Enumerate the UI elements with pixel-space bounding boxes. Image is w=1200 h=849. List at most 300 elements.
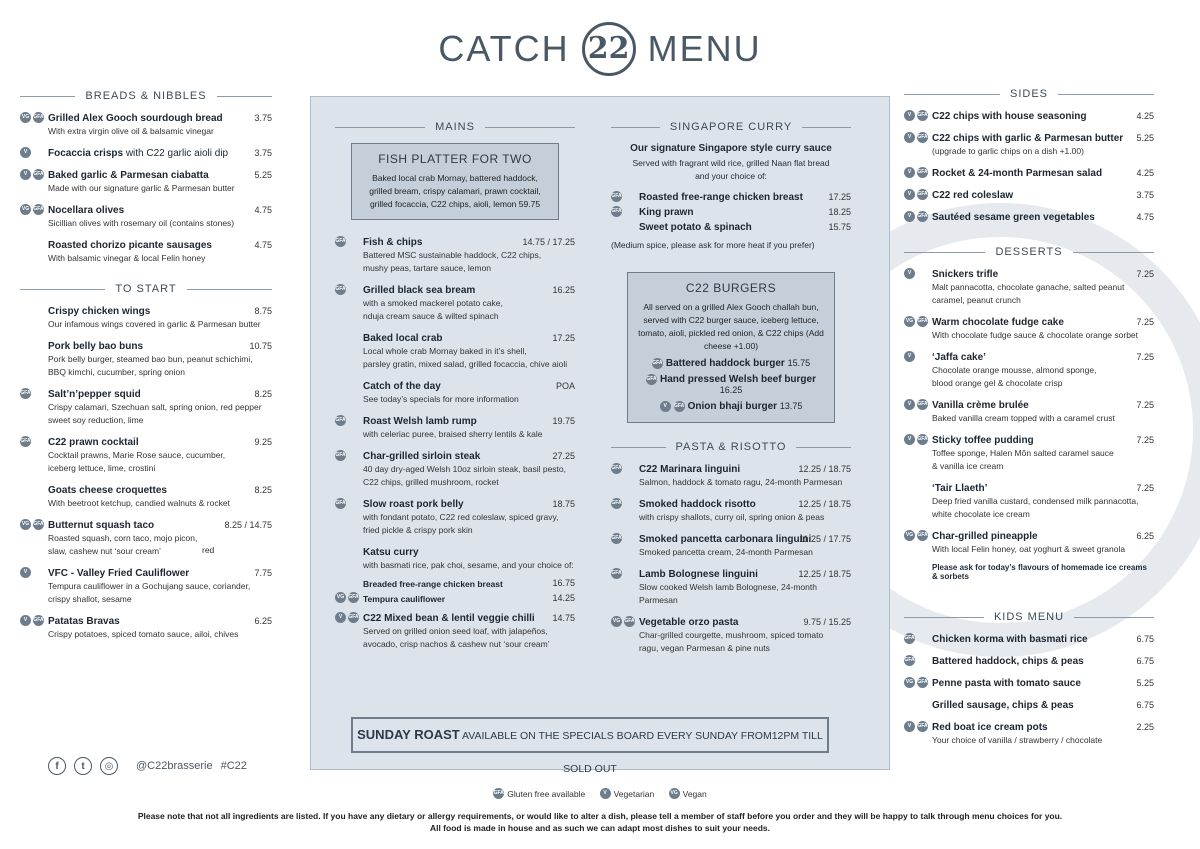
item-name-text: Smoked pancetta carbonara linguini	[639, 534, 812, 546]
dietary-badges	[335, 450, 346, 461]
item-price: 4.75	[1136, 212, 1154, 222]
item-name	[932, 167, 1154, 180]
item-name-text: Roasted free-range chicken breast	[639, 192, 803, 203]
gfa-icon: GFA	[904, 633, 915, 644]
curry-section-title: SINGAPORE CURRY	[611, 121, 851, 133]
item-description-2: crispy shallot, sesame	[48, 594, 132, 604]
item-price: 8.25	[254, 485, 272, 495]
gfa-icon: GFA	[904, 655, 915, 666]
mains-section-title: MAINS	[335, 121, 575, 133]
twitter-icon[interactable]: t	[74, 757, 92, 775]
item-name-text: Grilled sausage, chips & peas	[932, 700, 1074, 711]
breads-list	[20, 112, 272, 265]
starters-list	[20, 305, 272, 641]
dietary-badges	[904, 268, 915, 279]
gfa-icon: GFA	[20, 388, 31, 399]
gfa-icon: GFA	[611, 498, 622, 509]
item-description-2: ragu, vegan Parmesan & pine nuts	[639, 643, 770, 654]
vegetarian-icon: V	[660, 401, 671, 412]
dietary-badges	[904, 677, 928, 688]
item-description: Pork belly burger, steamed bao bun, peanut schichimi,	[48, 354, 253, 364]
katsu-option-text: Tempura cauliflower	[363, 594, 446, 604]
item-description: Slow cooked Welsh lamb Bolognese, 24-month Parmesan	[639, 582, 817, 606]
vegan-icon: VG	[20, 204, 31, 215]
curry-note: (Medium spice, please ask for more heat if you prefer)	[611, 240, 815, 250]
gfa-icon: GFA	[348, 612, 359, 623]
item-name-text: Sweet potato & spinach	[639, 222, 752, 233]
item-name	[48, 388, 272, 401]
item-price: 9.25	[254, 437, 272, 447]
dietary-badges	[904, 211, 928, 222]
item-price: 17.25	[552, 333, 575, 343]
side-item	[904, 211, 1154, 224]
item-price: 12.25 / 18.75	[798, 569, 851, 580]
sides-list	[904, 110, 1154, 224]
gfa-icon: GFA	[917, 530, 928, 541]
dietary-badges	[904, 132, 928, 143]
chilli-item	[335, 612, 575, 651]
dietary-badges	[20, 615, 44, 626]
item-name-text: Crispy chicken wings	[48, 306, 151, 317]
item-description-2: blood orange gel & chocolate crisp	[932, 378, 1063, 388]
vegetarian-icon: V	[20, 567, 31, 578]
dietary-badges	[611, 463, 622, 474]
item-name	[932, 530, 1154, 543]
item-price: 4.25	[1136, 111, 1154, 121]
dietary-legend	[0, 786, 1200, 799]
item-description: Baked vanilla cream topped with a caramel crust	[932, 413, 1115, 423]
sunday-roast-banner	[351, 717, 829, 775]
item-name	[932, 655, 1154, 668]
vegetarian-icon: V	[904, 167, 915, 178]
item-price: 5.25	[1136, 678, 1154, 688]
facebook-icon[interactable]: f	[48, 757, 66, 775]
item-name-text: C22 prawn cocktail	[48, 437, 139, 448]
item-description-2: mushy peas, tartare sauce, lemon	[363, 263, 492, 273]
dietary-badges	[611, 568, 622, 579]
main-item	[335, 450, 575, 489]
gfa-icon: GFA	[611, 568, 622, 579]
curry-options	[611, 191, 851, 234]
item-price: 8.25 / 14.75	[224, 520, 272, 530]
item-description: Malt pannacotta, chocolate ganache, salted peanut	[932, 282, 1125, 292]
starter-item	[20, 615, 272, 641]
item-name	[932, 351, 1154, 364]
vegetarian-icon: V	[20, 615, 31, 626]
burger-price: 13.75	[779, 401, 803, 412]
curry-option	[611, 206, 851, 219]
dessert-item	[904, 482, 1154, 521]
item-price: 17.25	[828, 192, 851, 202]
dietary-badges	[335, 284, 346, 295]
item-price: 14.75	[552, 613, 575, 623]
starter-item	[20, 519, 272, 558]
curry-intro-text: Served with fragrant wild rice, grilled Naan flat bread and your choice of:	[632, 158, 830, 181]
gfa-icon: GFA	[33, 204, 44, 215]
dietary-badges	[904, 434, 928, 445]
item-description: With extra virgin olive oil & balsamic vinegar	[48, 126, 214, 136]
dietary-badges	[611, 533, 622, 544]
dietary-badges	[904, 530, 928, 541]
kids-item	[904, 699, 1154, 712]
item-description: With balsamic vinegar & local Felin honey	[48, 253, 206, 263]
dietary-badges	[611, 616, 635, 627]
item-name-text: King prawn	[639, 207, 694, 218]
gfa-icon: GFA	[611, 206, 622, 217]
gfa-icon: GFA	[611, 463, 622, 474]
item-name	[363, 546, 575, 559]
item-description: Crispy calamari, Szechuan salt, spring onion, red pepper	[48, 402, 262, 412]
dietary-badges	[904, 399, 928, 410]
item-name-text: Nocellara olives	[48, 205, 125, 216]
item-name	[363, 332, 575, 345]
item-description-2: parsley gratin, mixed salad, grilled focaccia, chive aioli	[363, 359, 568, 369]
item-name-text: Rocket & 24-month Parmesan salad	[932, 168, 1103, 179]
item-description: 40 day dry-aged Welsh 10oz sirloin steak, basil pesto,	[363, 464, 567, 474]
gfa-icon: GFA	[646, 374, 657, 385]
gfa-icon: GFA	[917, 167, 928, 178]
item-name-text: Grilled black sea bream	[363, 285, 476, 296]
item-description-2: C22 chips, grilled mushroom, rocket	[363, 477, 499, 487]
gfa-icon: GFA	[917, 132, 928, 143]
item-price: 8.75	[254, 306, 272, 316]
desserts-list	[904, 268, 1154, 556]
allergy-footer	[0, 810, 1200, 834]
vegetarian-icon: V	[904, 268, 915, 279]
item-name-text: Slow roast pork belly	[363, 499, 464, 510]
vegan-icon: VG	[611, 616, 622, 627]
curry-intro-title: Our signature Singapore style curry sauce	[630, 143, 832, 154]
curry-column	[611, 121, 851, 664]
item-description: with crispy shallots, curry oil, spring onion & peas	[639, 512, 825, 523]
side-item	[904, 189, 1154, 202]
item-name	[639, 221, 851, 234]
item-price: 27.25	[552, 451, 575, 461]
burger-name: Onion bhaji burger	[687, 401, 778, 413]
item-name-text: Vegetable orzo pasta	[639, 617, 739, 629]
item-name	[48, 615, 272, 628]
c22-logo: 22	[582, 22, 636, 76]
main-item	[335, 546, 575, 572]
dietary-badges	[335, 498, 346, 509]
item-name-text: Vanilla crème brulée	[932, 400, 1029, 411]
dietary-badges	[904, 110, 928, 121]
main-item	[335, 415, 575, 441]
item-description: Our infamous wings covered in garlic & Parmesan butter	[48, 319, 261, 329]
item-name	[932, 189, 1154, 202]
pasta-item	[611, 498, 851, 524]
item-name	[932, 633, 1154, 646]
curry-option	[611, 221, 851, 234]
item-name-text: Battered haddock, chips & peas	[932, 656, 1084, 667]
item-description-2: BBQ kimchi, cucumber, spring onion	[48, 367, 186, 377]
footer-line-2: All food is made in house and as such we can adapt most dishes to suit your needs.	[429, 823, 771, 833]
gfa-icon: GFA	[20, 436, 31, 447]
item-price: 10.75	[249, 341, 272, 351]
item-name-text: Baked garlic & Parmesan ciabatta	[48, 170, 209, 181]
item-name	[639, 206, 851, 219]
main-item	[335, 236, 575, 275]
mains-list	[335, 236, 575, 572]
item-name	[48, 169, 272, 182]
gfa-icon: GFA	[33, 519, 44, 530]
item-name	[48, 112, 272, 125]
vegetarian-icon: V	[904, 351, 915, 362]
dietary-badges	[904, 351, 915, 362]
item-description-2: & vanilla ice cream	[932, 461, 1004, 471]
vegetarian-icon: V	[904, 189, 915, 200]
sunday-roast-text: AVAILABLE ON THE SPECIALS BOARD EVERY SUNDAY FROM12PM TILL SOLD OUT	[459, 730, 823, 775]
item-price: 16.25	[552, 285, 575, 295]
vegetarian-icon: V	[600, 788, 611, 799]
item-name	[932, 211, 1154, 224]
vegetarian-icon: V	[904, 721, 915, 732]
fish-platter-box	[351, 143, 559, 220]
dietary-badges	[20, 204, 44, 215]
dietary-badges	[904, 633, 915, 644]
left-column	[20, 90, 272, 650]
burger-list	[638, 358, 824, 412]
item-price: 18.75	[552, 499, 575, 509]
katsu-option-price: 16.75	[552, 578, 575, 588]
item-description: Served on grilled onion seed loaf, with jalapeños,	[363, 626, 548, 636]
item-name	[639, 191, 851, 204]
item-price: 2.25	[1136, 722, 1154, 732]
burgers-text: All served on a grilled Alex Gooch challah bun, served with C22 burger sauce, iceberg lettuce, tomato, aioli, pickled red onion, & C22 chips (Add cheese +1.00)	[638, 302, 824, 351]
item-name	[48, 239, 272, 252]
dietary-badges	[20, 567, 31, 578]
dietary-badges	[904, 655, 915, 666]
item-name	[48, 305, 272, 318]
instagram-icon[interactable]: ◎	[100, 757, 118, 775]
item-price: 18.25	[828, 207, 851, 217]
item-name	[932, 699, 1154, 712]
main-item	[335, 332, 575, 371]
item-description: with fondant potato, C22 red coleslaw, spiced gravy,	[363, 512, 559, 522]
item-price: 7.75	[254, 568, 272, 578]
vegetarian-icon: V	[904, 399, 915, 410]
item-name	[363, 284, 575, 297]
vegan-icon: VG	[904, 530, 915, 541]
vegan-icon: VG	[904, 316, 915, 327]
main-item	[335, 612, 575, 651]
pasta-list	[611, 463, 851, 655]
item-name-text: Fish & chips	[363, 237, 423, 248]
desserts-note: Please ask for today’s flavours of homemade ice creams & sorbets	[932, 563, 1147, 581]
item-name	[932, 482, 1154, 495]
gfa-icon: GFA	[33, 615, 44, 626]
pasta-section-title: PASTA & RISOTTO	[611, 441, 851, 453]
item-description-2: iceberg lettuce, lime, crostini	[48, 463, 156, 473]
item-name-text: Salt’n’pepper squid	[48, 389, 141, 400]
dessert-item	[904, 434, 1154, 473]
item-name-text: Roasted chorizo picante sausages	[48, 240, 212, 251]
dietary-badges	[611, 206, 622, 217]
starter-item	[20, 484, 272, 510]
bread-item	[20, 169, 272, 195]
item-price: 7.25	[1136, 435, 1154, 445]
item-description: with basmati rice, pak choi, sesame, and your choice of:	[363, 560, 574, 570]
item-name	[48, 204, 272, 217]
gfa-icon: GFA	[917, 211, 928, 222]
item-price: 6.75	[1136, 656, 1154, 666]
item-name	[932, 316, 1154, 329]
starters-section-title: TO START	[20, 283, 272, 295]
item-price: 5.25	[254, 170, 272, 180]
burger-price: 15.75	[787, 358, 811, 369]
menu-header	[0, 22, 1200, 76]
dietary-badges	[904, 721, 928, 732]
starter-item	[20, 436, 272, 475]
pasta-item	[611, 533, 851, 559]
legend-gluten-free: GFA Gluten free available	[493, 788, 586, 799]
item-name	[48, 147, 272, 160]
vegan-icon: VG	[904, 677, 915, 688]
gfa-icon: GFA	[917, 189, 928, 200]
item-name	[48, 436, 272, 449]
item-description: See today’s specials for more information	[363, 394, 519, 404]
item-name	[363, 612, 575, 625]
item-description-2: nduja cream sauce & wilted spinach	[363, 311, 499, 321]
footer-line-1: Please note that not all ingredients are listed. If you have any dietary or allergy requirements, or would like to alter a dish, please tell a member of staff before you order and they will be happy to talk through menu choices for you.	[137, 811, 1063, 821]
dietary-badges	[904, 316, 928, 327]
item-name-text: C22 chips with garlic & Parmesan butter	[932, 133, 1124, 144]
kids-section-title: KIDS MENU	[904, 611, 1154, 623]
item-description: Sicillian olives with rosemary oil (contains stones)	[48, 218, 235, 228]
item-description: Tempura cauliflower in a Gochujang sauce, coriander,	[48, 581, 251, 591]
item-name-text: ‘Jaffa cake’	[932, 352, 986, 363]
gfa-icon: GFA	[335, 284, 346, 295]
item-price: 11.25 / 17.75	[799, 534, 851, 545]
item-description: Local whole crab Mornay baked in it’s shell,	[363, 346, 527, 356]
item-name	[363, 415, 575, 428]
item-name	[363, 450, 575, 463]
item-description: With chocolate fudge sauce & chocolate orange sorbet	[932, 330, 1139, 340]
item-description: Salmon, haddock & tomato ragu, 24-month Parmesan	[639, 477, 843, 488]
katsu-option-price: 14.25	[552, 593, 575, 603]
item-price: 3.75	[254, 113, 272, 123]
social-links	[48, 757, 247, 775]
dietary-badges	[335, 592, 359, 603]
item-name	[48, 340, 272, 353]
gfa-icon: GFA	[33, 169, 44, 180]
curry-option	[611, 191, 851, 204]
gfa-icon: GFA	[335, 236, 346, 247]
starter-item	[20, 305, 272, 331]
side-item	[904, 110, 1154, 123]
fish-platter-title: FISH PLATTER FOR TWO	[378, 152, 532, 166]
katsu-option-name	[363, 577, 575, 591]
item-price: 6.75	[1136, 700, 1154, 710]
item-name-text: C22 Mixed bean & lentil veggie chilli	[363, 613, 535, 624]
item-description: Cocktail prawns, Marie Rose sauce, cucumber,	[48, 450, 226, 460]
item-price: POA	[555, 381, 575, 391]
dietary-badges	[904, 189, 928, 200]
kids-item	[904, 677, 1154, 690]
main-item	[335, 380, 575, 406]
gfa-icon: GFA	[335, 498, 346, 509]
item-name-text: Char-grilled pineapple	[932, 531, 1038, 542]
header-catch-word: CATCH	[438, 28, 570, 69]
item-price: 3.75	[1136, 190, 1154, 200]
item-name	[48, 484, 272, 497]
dietary-badges	[20, 519, 44, 530]
dietary-badges	[335, 236, 346, 247]
gfa-icon: GFA	[611, 191, 622, 202]
vegan-icon: VG	[20, 519, 31, 530]
gfa-icon: GFA	[348, 592, 359, 603]
gfa-icon: GFA	[652, 358, 663, 369]
vegetarian-icon: V	[904, 211, 915, 222]
pasta-item	[611, 568, 851, 607]
item-name-text: Pork belly bao buns	[48, 341, 144, 352]
gfa-icon: GFA	[917, 399, 928, 410]
item-description: Smoked pancetta cream, 24-month Parmesan	[639, 547, 813, 558]
starter-item	[20, 340, 272, 379]
item-name-text: VFC - Valley Fried Cauliflower	[48, 568, 190, 579]
burgers-title: C22 BURGERS	[685, 281, 777, 295]
item-price: 8.25	[254, 389, 272, 399]
burgers-box	[627, 272, 835, 423]
desserts-section-title: DESSERTS	[904, 246, 1154, 258]
item-price: 6.75	[1136, 634, 1154, 644]
main-item	[335, 284, 575, 323]
gfa-icon: GFA	[917, 434, 928, 445]
item-name-text: Goats cheese croquettes	[48, 485, 167, 496]
katsu-options	[335, 577, 575, 606]
kids-item	[904, 655, 1154, 668]
katsu-option	[335, 592, 575, 606]
item-name-text: Sautéed sesame green vegetables	[932, 212, 1095, 223]
item-price: 6.25	[254, 616, 272, 626]
kids-item	[904, 633, 1154, 646]
item-description-2: caramel, peanut crunch	[932, 295, 1021, 305]
item-price: 5.25	[1136, 133, 1154, 143]
item-name	[932, 721, 1154, 734]
item-description: With local Felin honey, oat yoghurt & sweet granola	[932, 544, 1126, 554]
dietary-badges	[20, 169, 44, 180]
katsu-option-text: Breaded free-range chicken breast	[363, 579, 503, 589]
item-name-text: Lamb Bolognese linguini	[639, 569, 758, 581]
bread-item	[20, 239, 272, 265]
gfa-icon: GFA	[917, 721, 928, 732]
item-price: 9.75 / 15.25	[803, 617, 851, 628]
vegetarian-icon: V	[20, 147, 31, 158]
item-name-text: C22 chips with house seasoning	[932, 111, 1087, 122]
gfa-icon: GFA	[493, 788, 504, 799]
gfa-icon: GFA	[674, 401, 685, 412]
item-name-text: C22 Marinara linguini	[639, 464, 741, 476]
item-name-text: Smoked haddock risotto	[639, 499, 756, 511]
dietary-badges	[20, 147, 31, 158]
dietary-badges	[20, 112, 44, 123]
social-handle: @C22brasserie	[136, 760, 213, 772]
item-price: 7.25	[1136, 400, 1154, 410]
item-description: Made with our signature garlic & Parmesan butter	[48, 183, 235, 193]
item-name-text: C22 red coleslaw	[932, 190, 1014, 201]
item-name-text: Focaccia crisps	[48, 148, 124, 159]
item-name-text: Red boat ice cream pots	[932, 722, 1048, 733]
gfa-icon: GFA	[335, 415, 346, 426]
item-name-text: Roast Welsh lamb rump	[363, 416, 477, 427]
item-price: 6.25	[1136, 531, 1154, 541]
vegetarian-icon: V	[904, 110, 915, 121]
item-name-text: Penne pasta with tomato sauce	[932, 678, 1081, 689]
bread-item	[20, 204, 272, 230]
vegan-icon: VG	[20, 112, 31, 123]
item-name	[48, 567, 272, 580]
item-name-text: Chicken korma with basmati rice	[932, 634, 1088, 645]
